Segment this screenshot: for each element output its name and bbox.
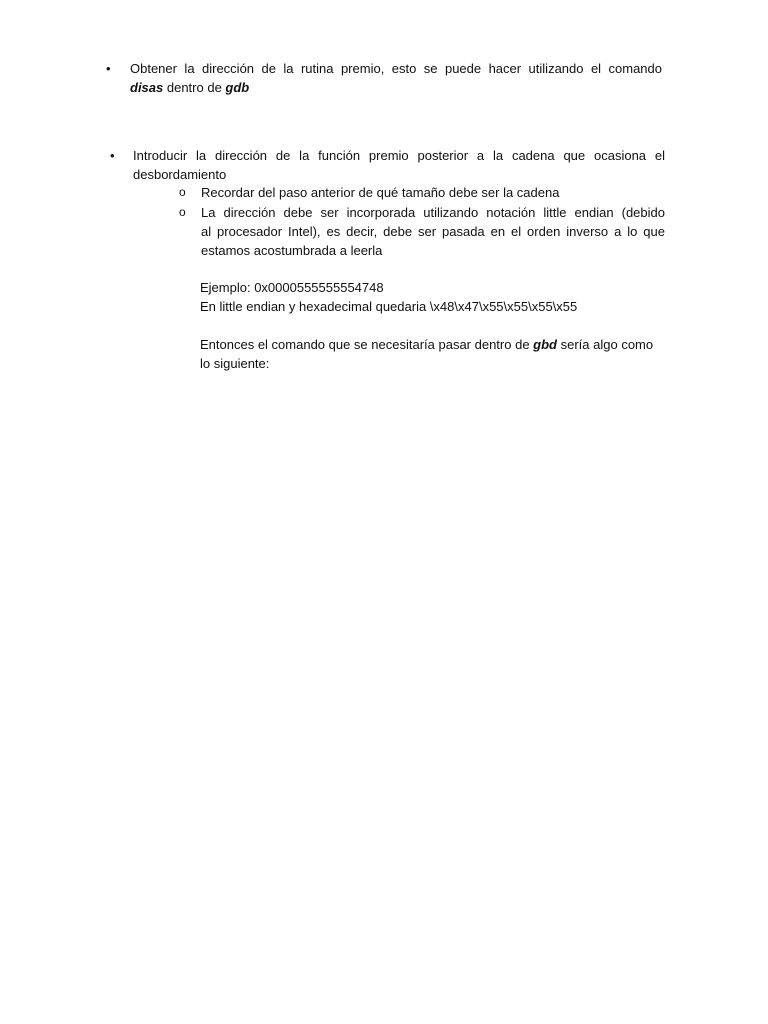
text-fragment: Entonces el comando que se necesitaría pasar dentro de xyxy=(200,337,534,352)
paragraph-line: Recordar del paso anterior de qué tamaño debe ser la cadena xyxy=(201,185,560,200)
command-sentence xyxy=(200,335,666,373)
subbullet-marker: o xyxy=(179,205,186,219)
paragraph-step-address xyxy=(130,59,662,97)
subbullet-marker: o xyxy=(179,185,186,199)
paragraph-line: Obtener la dirección de la rutina premio, esto se puede hacer utilizando el comando xyxy=(130,61,662,76)
keyword-disas: disas xyxy=(130,80,164,95)
bullet-marker: • xyxy=(106,61,111,76)
example-endian-line: En little endian y hexadecimal quedaria \x48\x47\x55\x55\x55\x55 xyxy=(200,299,578,314)
subparagraph-little-endian xyxy=(201,203,665,260)
paragraph-line: Introducir la dirección de la función premio posterior a la cadena que ocasiona el xyxy=(133,148,665,163)
paragraph-line: desbordamiento xyxy=(133,167,227,182)
paragraph-line xyxy=(130,78,662,97)
keyword-gdb: gdb xyxy=(225,80,250,95)
text-fragment: sería algo como xyxy=(557,337,654,352)
paragraph-step-overflow xyxy=(133,146,665,184)
paragraph-line: La dirección debe ser incorporada utilizando notación little endian (debido xyxy=(201,205,665,220)
paragraph-line: estamos acostumbrada a leerla xyxy=(201,243,383,258)
example-address-line: Ejemplo: 0x0000555555554748 xyxy=(200,280,384,295)
paragraph-line xyxy=(200,335,666,354)
text-fragment: dentro de xyxy=(163,80,226,95)
subparagraph-size xyxy=(201,183,665,202)
example-block xyxy=(200,278,666,316)
paragraph-line: al procesador Intel), es decir, debe ser pasada en el orden inverso a lo que xyxy=(201,224,665,239)
paragraph-line: lo siguiente: xyxy=(200,356,270,371)
keyword-gbd: gbd xyxy=(533,337,557,352)
bullet-marker: • xyxy=(110,148,115,163)
